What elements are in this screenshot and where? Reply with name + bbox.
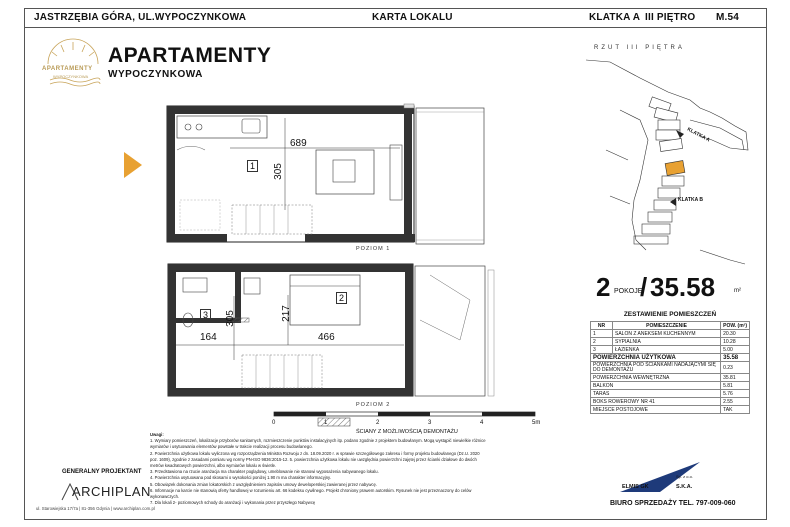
extra-name: POWIERZCHNIA WEWNĘTRZNA (591, 374, 721, 382)
extra-name: BALKON (591, 382, 721, 390)
level-1-label: POZIOM 1 (356, 246, 391, 252)
scale-tick-2: 2 (376, 420, 380, 426)
scale-tick-1: 1 (324, 420, 328, 426)
keyplan-tag-b: KLATKA B (678, 197, 703, 203)
extra-value: TAK (721, 406, 750, 414)
table-row (591, 374, 750, 382)
room-2-tag: 2 (336, 292, 347, 304)
seller-legal-small: Sp. z o.o. (676, 474, 693, 479)
room-1-tag: 1 (247, 160, 258, 172)
keyplan-title: RZUT III PIĘTRA (594, 45, 685, 51)
table-row (591, 390, 750, 398)
table-row (591, 398, 750, 406)
table-row (591, 330, 750, 338)
table-header-row (591, 322, 750, 330)
extra-value: 5.81 (721, 382, 750, 390)
dim-top: 689 (290, 138, 307, 149)
table-row (591, 362, 750, 374)
note-line: 1. Wymiary pomieszczeń, lokalizacje przyborów sanitarnych, rozmieszczenie punktów instalacyjnych itp. podano zgodnie z projektem budowlanym. Mogą wystąpić niewielkie różnice (150, 438, 486, 444)
dim-164: 164 (200, 332, 217, 343)
row-area: 5.00 (721, 346, 750, 354)
extra-name: BOKS ROWEROWY NR 41 (591, 398, 721, 406)
scale-tick-3: 3 (428, 420, 432, 426)
rooms-table (590, 321, 750, 414)
brand-name: APARTAMENTY (108, 44, 272, 67)
demolition-legend: ŚCIANY Z MOŻLIWOŚCIĄ DEMONTAŻU (356, 429, 458, 435)
extra-value: 2.55 (721, 398, 750, 406)
key-plan (586, 60, 748, 264)
row-name: ŁAZIENKA (613, 346, 721, 354)
level-1-plan (167, 104, 484, 244)
area-value: 35.58 (650, 272, 716, 302)
row-nr: 2 (591, 338, 613, 346)
row-name: SALON Z ANEKSEM KUCHENNYM (613, 330, 721, 338)
header-unit: M.54 (716, 12, 740, 23)
logo-subwordmark: WYPOCZYNKOWA (53, 74, 89, 79)
rooms-table-title: ZESTAWIENIE POMIESZCZEŃ (623, 311, 717, 318)
extra-value: 5.76 (721, 390, 750, 398)
extra-name: TARAS (591, 390, 721, 398)
notes-heading: Uwagi: (150, 432, 164, 437)
entry-arrow (124, 152, 142, 178)
seller-legal: S.K.A. (676, 484, 693, 490)
designer-label: GENERALNY PROJEKTANT (62, 469, 142, 475)
keyplan-tag-a: KLATKA A (686, 126, 711, 144)
designer-address: ul. Starowiejska 17/7a | 81-356 Gdynia | www.archiplan.com.pl (36, 506, 155, 511)
row-area: 20.30 (721, 330, 750, 338)
extra-name: POWIERZCHNIA POD ŚCIANKAMI NADAJĄCYMI SIĘ DO DEMONTAŻU (591, 362, 721, 374)
usable-area-row (591, 354, 750, 362)
seller-company: ELMIS GK (622, 484, 649, 490)
note-line: metrów kwadratowych powierzchni, albo wymiarów lokalu w świetle. (150, 463, 277, 469)
table-row (591, 382, 750, 390)
scale-tick-0: 0 (272, 420, 276, 426)
col-name: POMIESZCZENIE (613, 322, 721, 330)
dim-vertical-2: 305 (224, 310, 236, 327)
note-line: 5. Obowiązek dokonania zmian lokatorskich z uwzględnieniem zapisów umowy deweloperskiej zawieranej przez nabywcę. (150, 481, 377, 487)
notes-block (150, 432, 560, 506)
header-location: JASTRZĘBIA GÓRA, UL.WYPOCZYNKOWA (34, 12, 247, 23)
level-2-label: POZIOM 2 (356, 402, 391, 408)
row-area: 10.28 (721, 338, 750, 346)
level-2-plan (168, 264, 494, 396)
room-3-tag: 3 (200, 309, 211, 321)
col-nr: NR (591, 322, 613, 330)
dim-vertical-1: 305 (272, 163, 284, 180)
dim-466: 466 (318, 332, 335, 343)
note-line: 3. Przedstawiona na rzucie aranżacja ma charakter poglądowy, umeblowanie nie stanowi wyposażenia nabywanego lokalu. (150, 469, 379, 475)
row-nr: 3 (591, 346, 613, 354)
usable-area-value: 35.58 (721, 354, 750, 362)
logo-wordmark: APARTAMENTY (42, 66, 93, 72)
rooms-label: POKOJE (614, 288, 643, 295)
demolition-swatch (318, 418, 350, 426)
scale-tick-5: 5m (532, 420, 541, 426)
row-name: SYPIALNIA (613, 338, 721, 346)
sales-office-phone: BIURO SPRZEDAŻY TEL. 797-009-060 (610, 500, 736, 507)
table-row (591, 338, 750, 346)
area-slash: / (640, 272, 648, 302)
scale-tick-4: 4 (480, 420, 484, 426)
extra-value: 35.81 (721, 374, 750, 382)
designer-name: ARCHIPLAN (72, 484, 151, 499)
table-row (591, 406, 750, 414)
note-line: wymiarów i usytuowania elementów powstałe w trakcie realizacji procesu budowlanego. (150, 444, 313, 450)
table-row (591, 346, 750, 354)
note-line: 4. Powierzchnia usytuowana pod skosami o wysokości poniżej 1.90 m ma charakter informacyjny. (150, 475, 331, 481)
brand-subname: WYPOCZYNKOWA (108, 69, 203, 80)
note-line: poz. 1609), zgodnie z zasadami pomiaru wg normy PN-ISO 9836:2015-12. 5. powierzchnia użytkowa lokalu nie uwzględnia powierzchni zajętej przez ścianki działowe do dwóch (150, 456, 477, 462)
note-line: 7. Dla lokali 2- poziomowych schody do aranżacji i wykonania przez przyszłego Nabywcę (150, 500, 316, 506)
note-line: wykonawczych. (150, 494, 180, 500)
dim-217: 217 (280, 305, 292, 322)
extra-value: 0.23 (721, 362, 750, 374)
scale-bar (274, 412, 535, 416)
header-staircase: KLATKA A (589, 12, 641, 23)
extra-name: MIEJSCE POSTOJOWE (591, 406, 721, 414)
rooms-count: 2 (596, 272, 611, 302)
note-line: 6. Informacje na karcie nie stanowią oferty handlowej w rozumieniu art. 66 kodeksu cywilnego. Projekt chroniony prawem autorskim. Rysunek nie jest przeznaczony do celów (150, 487, 472, 493)
row-nr: 1 (591, 330, 613, 338)
area-unit: m² (734, 288, 741, 294)
header-card-title: KARTA LOKALU (372, 12, 453, 23)
usable-area-label: POWIERZCHNIA UŻYTKOWA (591, 354, 721, 362)
note-line: 2. Powierzchnia użytkowa lokalu wyliczona wg rozporządzenia Ministra Rozwoju z dn. 18.09.2020 r. w sprawie szczegółowego zakresu i formy projektu budowlanego (Dz.U. 2020 (150, 450, 480, 456)
header-floor: III PIĘTRO (645, 12, 696, 23)
col-area: POW. (m²) (721, 322, 750, 330)
